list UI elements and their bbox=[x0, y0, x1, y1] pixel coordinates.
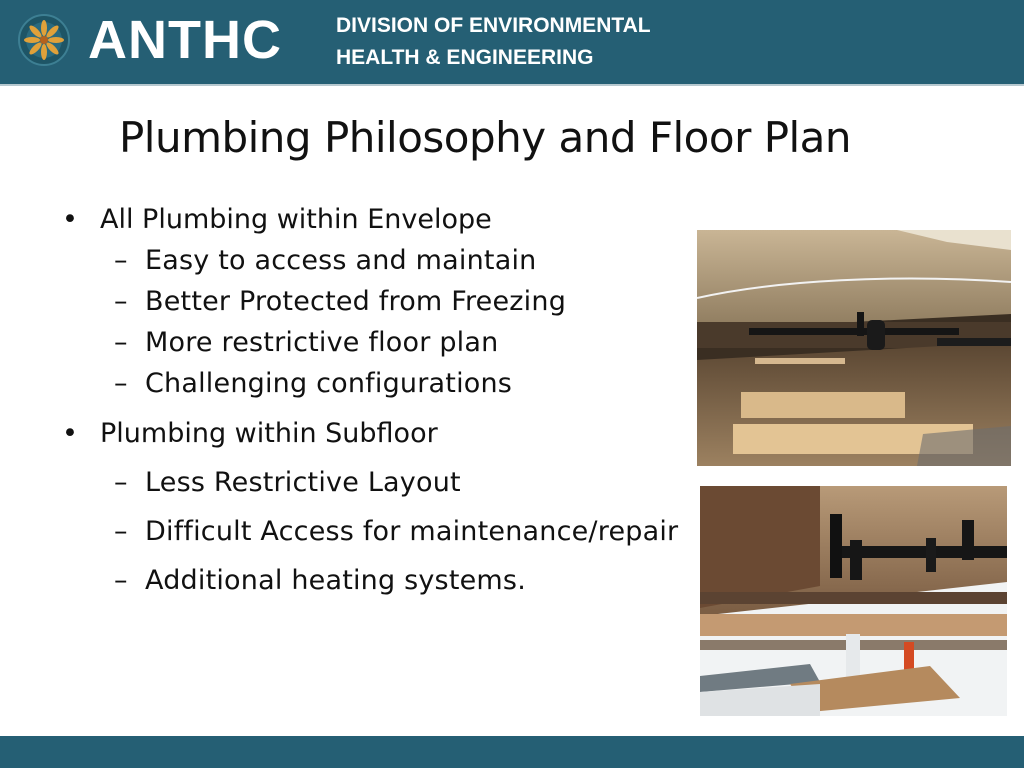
slide-title: Plumbing Philosophy and Floor Plan bbox=[118, 113, 852, 162]
sub-bullet-text: Less Restrictive Layout bbox=[145, 467, 461, 498]
division-line-1: DIVISION OF ENVIRONMENTAL bbox=[336, 14, 651, 37]
brand-name: ANTHC bbox=[88, 10, 282, 70]
division-line-2: HEALTH & ENGINEERING bbox=[336, 46, 594, 69]
bullet-text: Plumbing within Subfloor bbox=[100, 418, 438, 449]
sub-bullet-text: Additional heating systems. bbox=[145, 565, 526, 596]
bullet-marker: • bbox=[62, 418, 78, 449]
envelope-plumbing-photo bbox=[697, 230, 1011, 466]
sub-bullet-marker: – bbox=[114, 327, 128, 358]
sub-bullet-text: Better Protected from Freezing bbox=[145, 286, 567, 317]
anthc-logo-icon bbox=[18, 14, 70, 66]
sub-bullet-marker: – bbox=[114, 516, 128, 547]
sub-bullet-marker: – bbox=[114, 368, 128, 399]
sub-bullet-marker: – bbox=[114, 286, 128, 317]
sub-bullet-text: More restrictive floor plan bbox=[145, 327, 499, 358]
footer-bar bbox=[0, 736, 1024, 768]
header-bar bbox=[0, 0, 1024, 86]
sub-bullet-text: Challenging configurations bbox=[145, 368, 513, 399]
bullet-marker: • bbox=[62, 204, 78, 235]
sub-bullet-marker: – bbox=[114, 245, 128, 276]
sub-bullet-marker: – bbox=[114, 467, 128, 498]
subfloor-plumbing-photo bbox=[700, 486, 1007, 716]
sub-bullet-text: Difficult Access for maintenance/repair bbox=[145, 516, 679, 547]
sub-bullet-text: Easy to access and maintain bbox=[145, 245, 537, 276]
division-name bbox=[336, 10, 651, 74]
bullet-text: All Plumbing within Envelope bbox=[100, 204, 492, 235]
sub-bullet-marker: – bbox=[114, 565, 128, 596]
